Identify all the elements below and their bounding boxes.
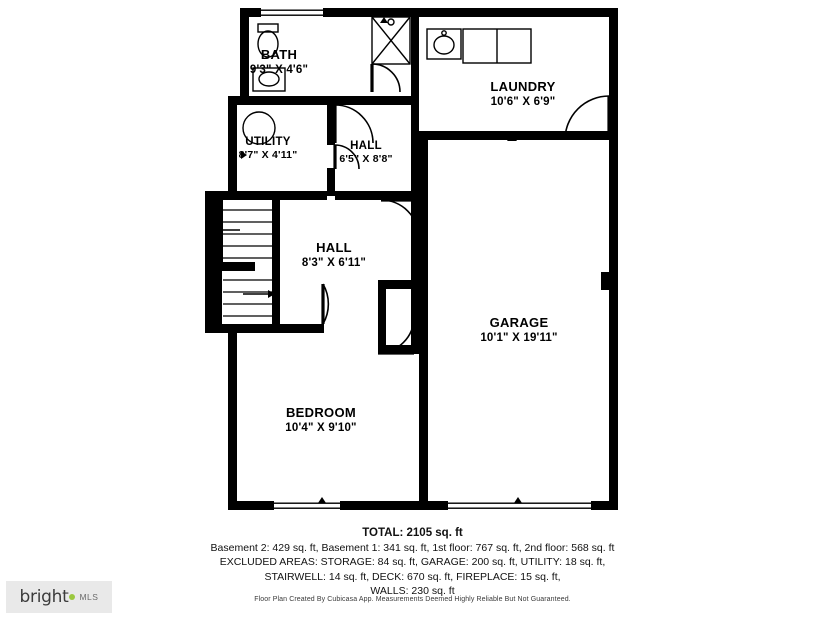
- laundry-sink-fixture: [427, 29, 461, 59]
- brand-name: bright: [19, 587, 69, 607]
- doors: [323, 64, 609, 353]
- room-name: BEDROOM: [285, 405, 356, 420]
- bath-sink-fixture: [253, 68, 285, 91]
- room-name: BATH: [260, 47, 298, 62]
- brand-suffix: MLS: [79, 592, 99, 602]
- summary-line-4: WALLS: 230 sq. ft: [370, 585, 455, 598]
- toilet-fixture: [258, 24, 278, 57]
- area-summary: [0, 527, 825, 599]
- wall-tick-marks: [238, 17, 522, 503]
- disclaimer-text: Floor Plan Created By Cubicasa App. Measurements Deemed Highly Reliable But Not Guaranteed.: [254, 596, 571, 603]
- shower-fixture: [372, 17, 410, 64]
- room-name: HALL: [316, 240, 352, 255]
- total-area: TOTAL: 2105 sq. ft: [362, 527, 463, 539]
- walls: [205, 8, 618, 510]
- room-dimensions: 10'6" X 6'9": [490, 96, 556, 109]
- water-heater-fixture: [243, 112, 275, 144]
- summary-line-3: STAIRWELL: 14 sq. ft, DECK: 670 sq. ft, FIREPLACE: 15 sq. ft,: [264, 570, 561, 583]
- brand-dot-icon: [69, 594, 75, 600]
- washer-dryer-fixture: [463, 29, 531, 63]
- room-dimensions: 8'3" X 6'11": [301, 257, 367, 270]
- room-name: GARAGE: [489, 315, 549, 330]
- bright-mls-logo: [6, 581, 112, 613]
- summary-line-2: EXCLUDED AREAS: STORAGE: 84 sq. ft, GARAGE: 200 sq. ft, UTILITY: 18 sq. ft,: [219, 556, 606, 569]
- fixtures: [243, 17, 531, 144]
- room-dimensions: 8'7" X 4'11": [238, 149, 298, 162]
- room-name: UTILITY: [245, 136, 291, 148]
- room-name: LAUNDRY: [490, 79, 556, 94]
- room-dimensions: 10'4" X 9'10": [285, 422, 357, 435]
- summary-line-1: Basement 2: 429 sq. ft, Basement 1: 341 sq. ft, 1st floor: 767 sq. ft, 2nd floor: 568 sq. ft: [210, 542, 615, 554]
- room-dimensions: 10'1" X 19'11": [480, 332, 558, 345]
- room-dimensions: 9'3" X 4'6": [249, 64, 309, 77]
- stair-direction-arrow-down: [243, 290, 275, 298]
- room-name: HALL: [350, 140, 382, 152]
- room-dimensions: 6'5" X 8'8": [339, 153, 393, 166]
